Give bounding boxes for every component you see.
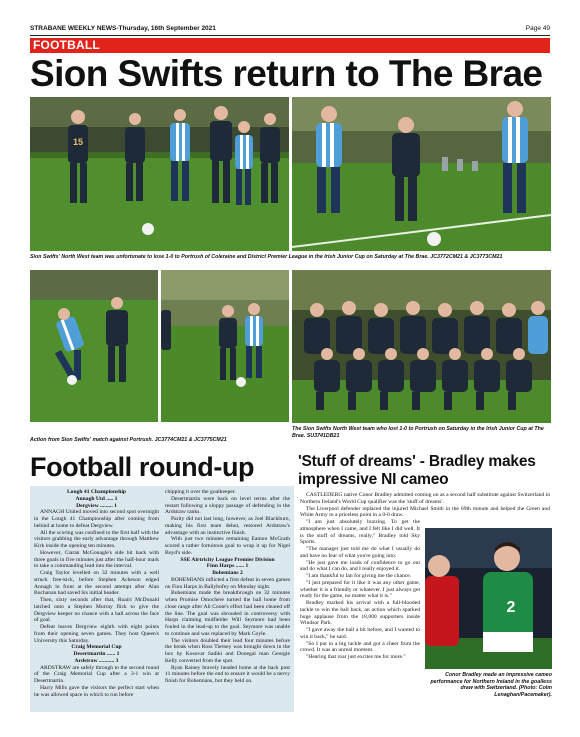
roundup-column-2 (165, 489, 290, 709)
body-paragraph: ARDSTRAW are safely through to the second round of the Craig Memorial Cup after a 3-1 win at Desertmartin. (34, 664, 159, 684)
body-paragraph: The visitors doubled their lead four minutes before the break when Ross Tierney was brought down in the box by Kosovar Sadiki and Donegal man Georgie Kelly converted from the spot. (165, 637, 290, 664)
body-paragraph: BOHEMIANS inflicted a first defeat in seven games on Finn Harps in Ballybofey on Monday night. (165, 576, 290, 590)
body-paragraph: "I gave away the ball a bit before, and I wanted to win it back," he said. (300, 627, 420, 640)
score-line: Desertmartin ...... 1 (73, 651, 120, 657)
photo-action-3 (30, 270, 158, 422)
roundup-panel (30, 486, 294, 712)
body-paragraph: "I just prepared for it like it was any other game, whether it is a friendly or whatever. I just always get ready for the game, no matter what it is." (300, 579, 420, 600)
body-paragraph: "I am just absolutely buzzing. To get the atmosphere when I came, and I felt like I did well. It is the stuff of dreams, really," Bradley told Sky Sports. (300, 519, 420, 546)
body-paragraph: "So I put in a big tackle and got a cheer from the crowd. It was an unreal moment. (300, 640, 420, 654)
body-paragraph: "He just gave me loads of confidence to go out and do what I can do, and I really enjoyed it. (300, 559, 420, 573)
section-bar (30, 38, 550, 53)
body-paragraph: "Hearing that roar just excites me for more." (306, 654, 406, 660)
score-line: Annagh Utd ..... 1 (75, 495, 118, 502)
shirt-number-15: 15 (72, 137, 84, 147)
body-paragraph: Then, sixty seconds after that, Ruairi McDonald latched onto a Stephen Murray flick to give the Dergview keeper no chance with a ball across the face of goal. (34, 597, 159, 624)
roundup-title: Football round-up (30, 452, 255, 482)
body-paragraph: With just two minutes remaining Eamon McGrath scored a rather fortuitous goal to wrap it up for Nigel Boyd's side. (165, 536, 290, 556)
masthead (30, 24, 550, 36)
score-line: Ardstraw ........... 3 (74, 657, 119, 664)
competition-heading: SSE Airtricity League Premier Division (180, 556, 275, 563)
body-paragraph: "The manager just told me do what I usually do and have no fear of what you're going into. (300, 546, 420, 559)
caption-action-photos: Action from Sion Swifts' match against Portrush. JC3774CM21 & JC3775CM21 (30, 437, 227, 443)
body-paragraph: Craig Taylor levelled on 32 minutes with a well struck free-kick, before Stephen Acheson edged Annagh in front at the second attempt after Alan Buchanan had saved his initial header. (34, 570, 159, 597)
bradley-headline: 'Stuff of dreams' - Bradley makes impressive NI cameo (298, 453, 536, 488)
photo-sion-swifts-action-2 (292, 97, 551, 251)
body-paragraph: Desertmartin were back on level terms after the restart following a sloppy passage of defending in the Ardstraw ranks. (165, 495, 290, 516)
competition-heading: Lough 41 Championship (66, 489, 127, 495)
body-paragraph: The Liverpool defender replaced the injured Michael Smith in the 69th minute and helped the Green and White Army to a priceless point in a 0-0 draw. (300, 505, 550, 519)
body-paragraph: Ryan Rainey bravely headed home at the back post 11 minutes before the end to ensure it would be a nervy finish for Bohemians, but they held on. (165, 664, 290, 684)
body-paragraph: Defeat leaves Dergview eighth with eight points from their opening seven games. They host Queen's University this Saturday. (34, 624, 159, 644)
competition-heading: Craig Memorial Cup (71, 644, 122, 651)
photo-sion-swifts-action-1 (30, 97, 289, 251)
section-label: FOOTBALL (33, 38, 100, 52)
body-paragraph: However, Ciaran McGonagle's side hit back with three goals in five minutes just after the half-hour mark to take a commanding lead into the interval. (34, 549, 159, 570)
score-line: Dergview ......... 1 (76, 502, 117, 509)
page-number: Page 49 (525, 25, 550, 32)
score-line: Bohemians 2 (212, 570, 243, 576)
masthead-paper-date: STRABANE WEEKLY NEWS-Thursday, 16th September 2021 (30, 25, 216, 32)
caption-top-photos: Sion Swifts' North West team was unfortunate to lose 1-0 to Portrush of Coleraine and District Premier League in the Irish Junior Cup on Saturday at The Brae. JC3772CM21 & JC3773CM21 (30, 254, 503, 260)
body-paragraph: ANNAGH United moved into second spot overnight in the Lough 41 Championship after coming from behind at home to defeat Dergview. (34, 509, 159, 529)
body-paragraph: Bohemians made the breakthrough on 32 minutes when Promise Omochere turned the ball home from close range after Ali Coote's effort had been cleared off the line. The goal was shrouded in controversy with Harps claiming midfielder Will Seymore had been fouled in the lead-up to the goal. Seymore was unable to continue and was replaced by Mark Coyle. (165, 590, 290, 637)
photo-action-4 (161, 270, 289, 422)
caption-team-photo: The Sion Swifts North West team who lost 1-0 to Portrush on Saturday in the Irish Junior Cup at The Brae. SU3741DB21 (292, 426, 544, 439)
caption-bradley-photo: Conor Bradley made an impressive cameo performance for Northern Ireland in the goalless draw with Switzerland. (Photo: Colm Lenaghan/Pacemaker). (430, 672, 552, 698)
body-paragraph: chipping it over the goalkeeper. (165, 489, 236, 495)
body-paragraph: "I am thankful to Ian for giving me the chance. (306, 573, 412, 579)
score-line: Finn Harps ...... 1 (206, 563, 249, 570)
body-paragraph: Parity did not last long, however, as Joel Blackburn, making his first team debut, restored Ardstraw's advantage with an instinctive finish. (165, 516, 290, 536)
page-headline: Sion Swifts return to The Brae (30, 53, 543, 94)
photo-conor-bradley (425, 528, 552, 669)
photo-team-group (292, 270, 551, 423)
body-paragraph: All the scoring was confined to the first half with the visitors grabbing the early advantage through Matthew Kirk inside the opening ten minutes. (34, 529, 159, 549)
body-paragraph: CASTLEDERG native Conor Bradley admitted coming on as a second half substitute against Switzerland in Northern Ireland's World Cup qualifier was the 'stuff of dreams'. (300, 492, 550, 505)
body-paragraph: Bradley marked his arrival with a full-blooded tackle to win the ball back, an action which sparked huge applause from the 18,000 supporters inside Windsor Park. (300, 600, 420, 627)
body-paragraph: Harry Mills gave the visitors the perfect start when he was allowed space in which to run before (34, 684, 159, 698)
roundup-column-1 (34, 489, 159, 709)
shirt-number-2: 2 (506, 599, 516, 616)
